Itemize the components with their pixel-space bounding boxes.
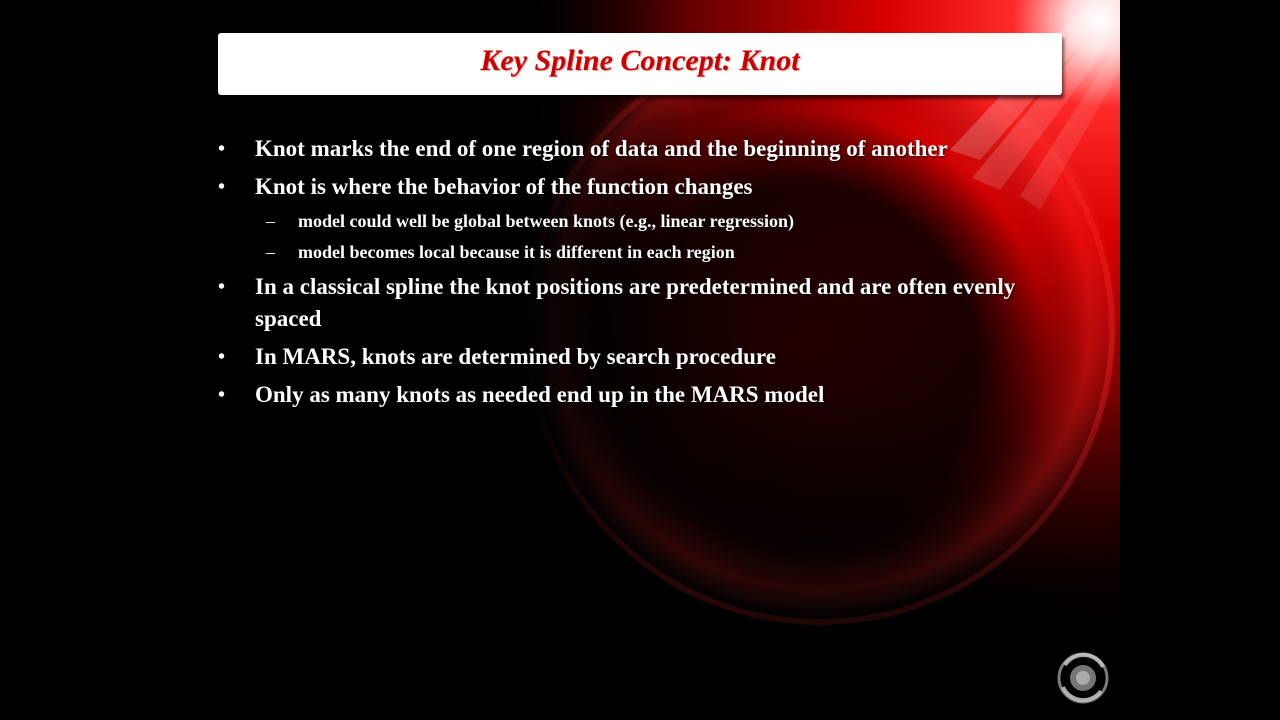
bullet-marker: • [218,276,226,298]
bullet-item [212,171,1072,203]
slide-title-bar [218,33,1062,95]
bullet-marker: • [218,176,226,198]
bullet-text: In MARS, knots are determined by search procedure [255,344,776,369]
sub-bullet-item [212,209,1072,233]
slide-title: Key Spline Concept: Knot [480,44,800,77]
bullet-text: Knot is where the behavior of the function changes [255,174,753,199]
bullet-text: In a classical spline the knot positions are predetermined and are often evenly spaced [255,274,1016,331]
bullet-item [212,379,1072,411]
swirl-logo-icon [1055,645,1115,715]
bullet-item [212,271,1072,335]
bullet-item [212,341,1072,373]
bullet-list [212,133,1072,417]
sub-bullet-marker: – [266,242,275,262]
bullet-text: Only as many knots as needed end up in the MARS model [255,382,825,407]
sub-bullet-item [212,240,1072,264]
sub-bullet-text: model becomes local because it is different in each region [298,242,735,262]
bullet-marker: • [218,384,226,406]
bullet-text: Knot marks the end of one region of data and the beginning of another [255,136,948,161]
bullet-marker: • [218,346,226,368]
presentation-slide [160,0,1120,720]
bullet-item [212,133,1072,165]
sub-bullet-text: model could well be global between knots (e.g., linear regression) [298,211,794,231]
sub-bullet-marker: – [266,211,275,231]
bullet-marker: • [218,138,226,160]
